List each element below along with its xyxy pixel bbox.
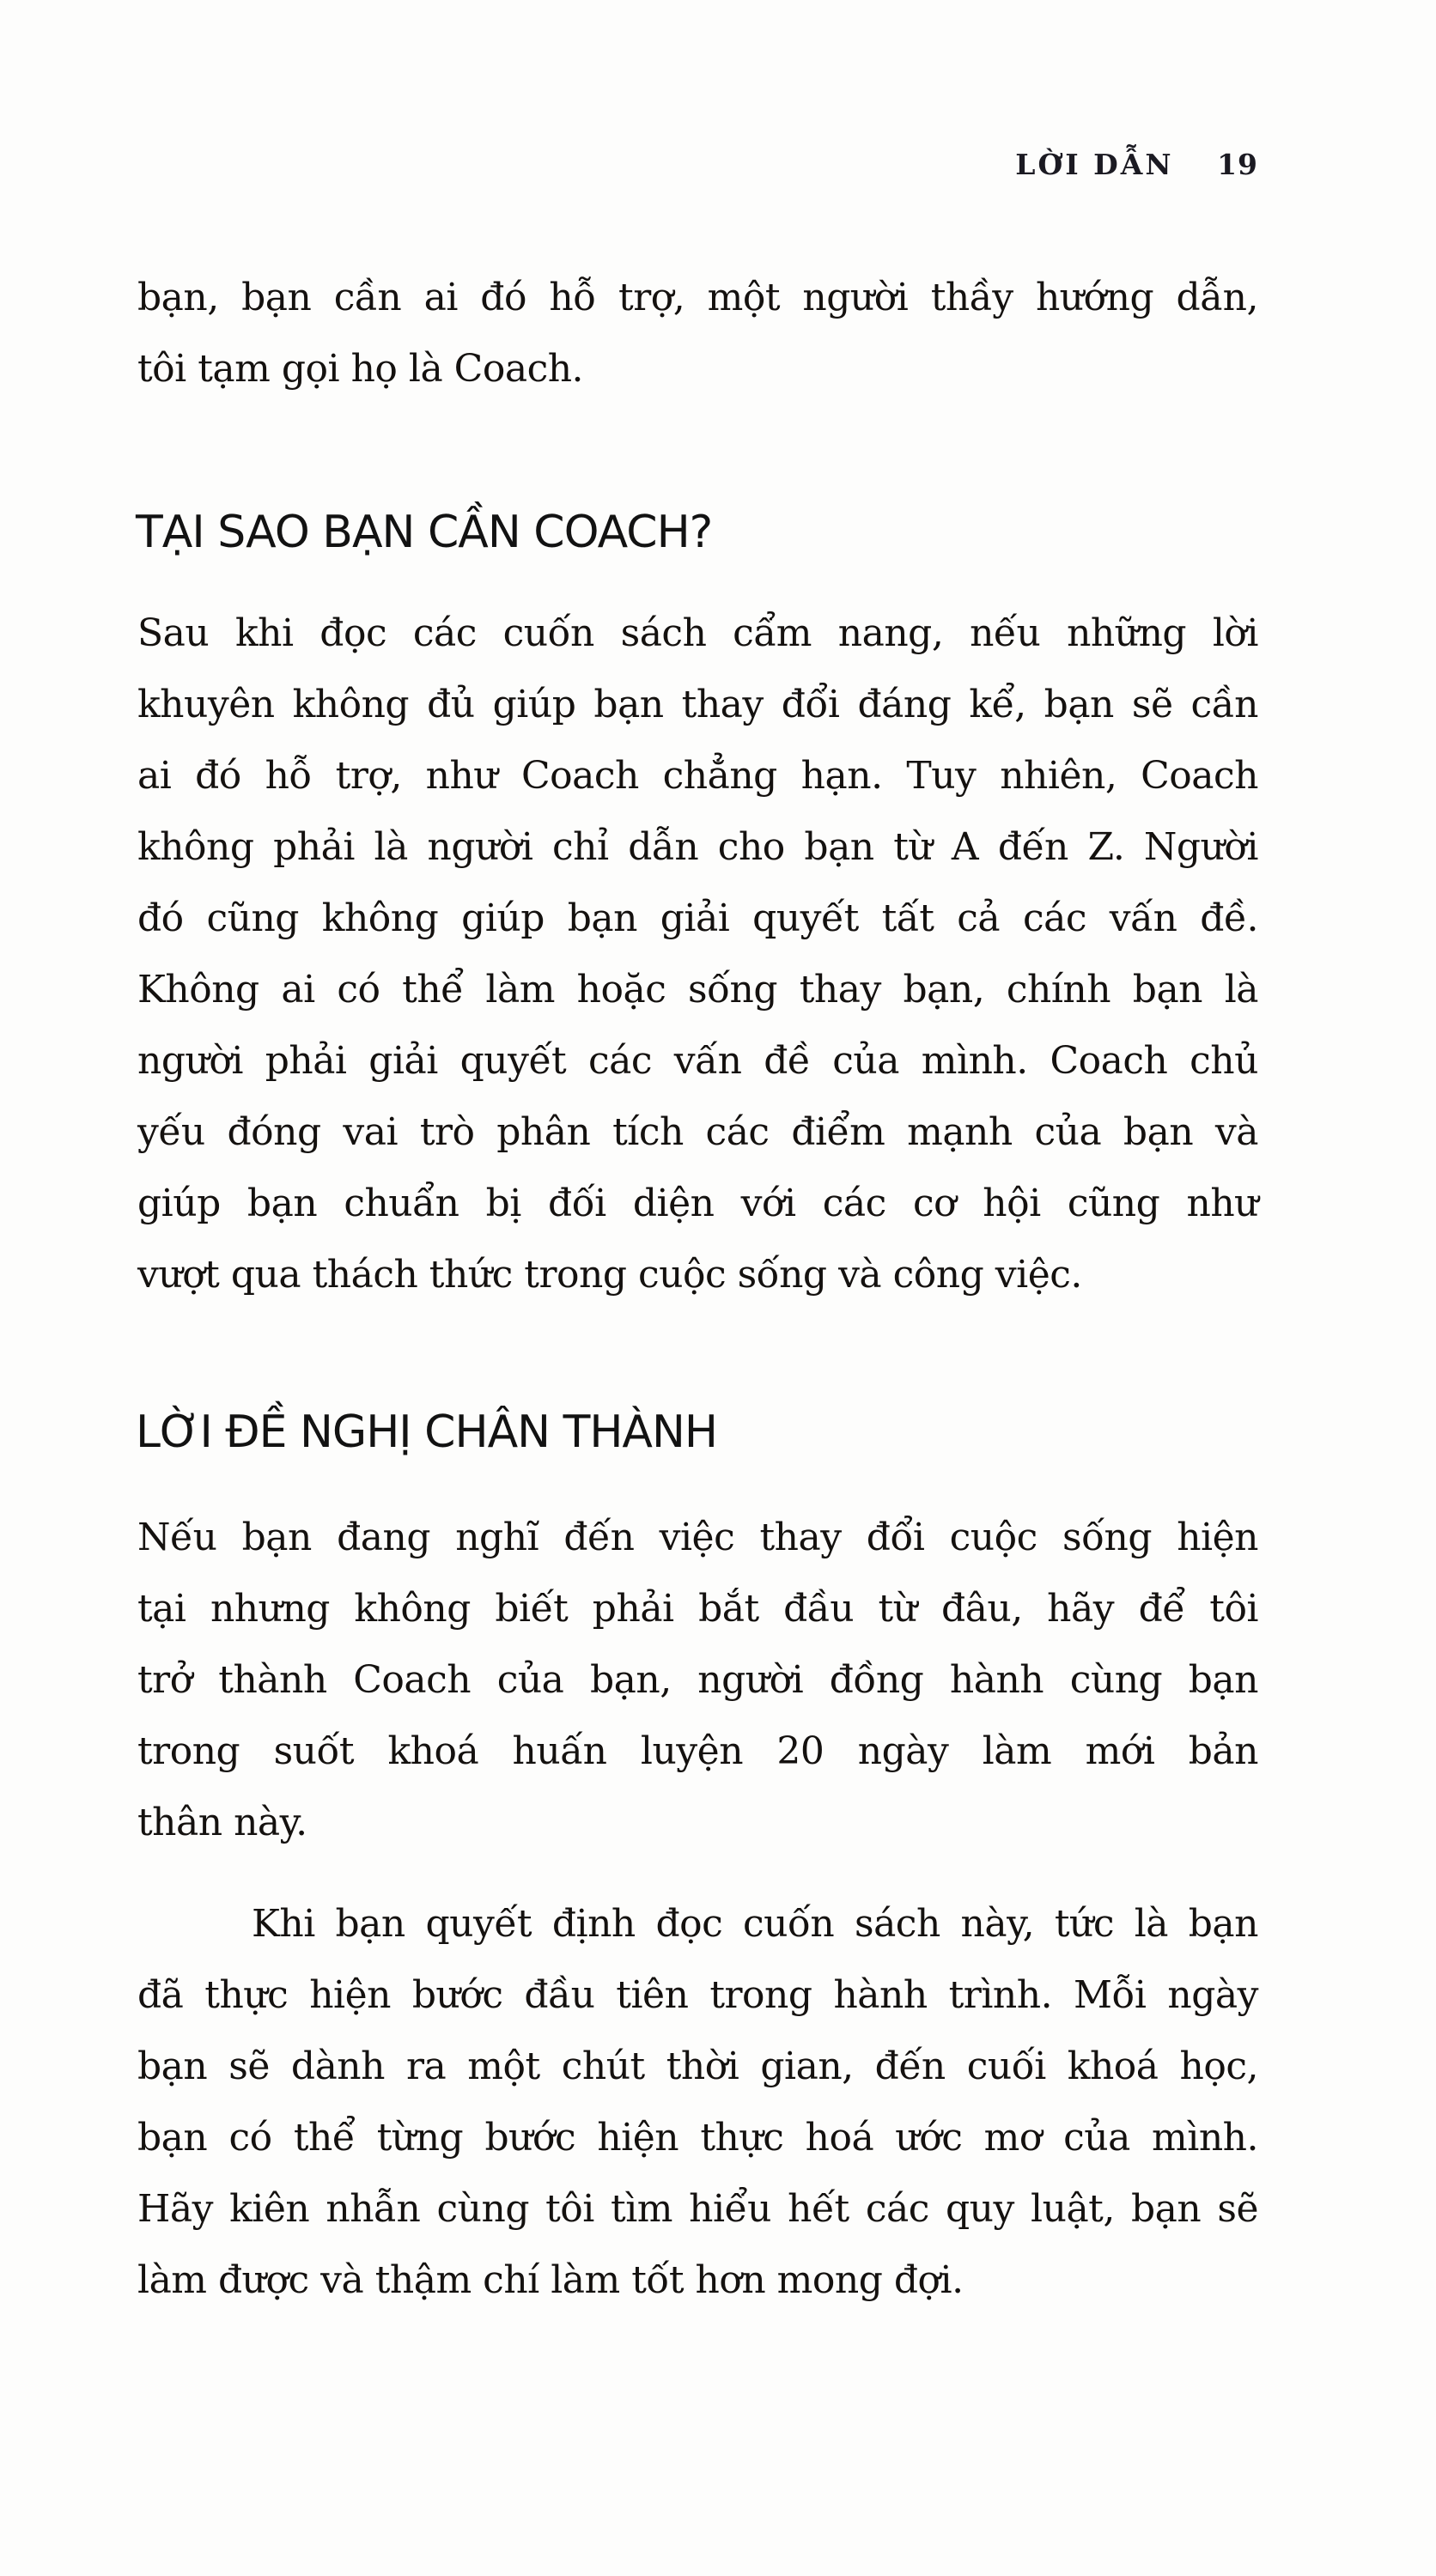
text-line: trở thành Coach của bạn, người đồng hành cùng bạn <box>137 1658 1258 1702</box>
section-heading-why-you-need-coach: TẠI SAO BẠN CẦN COACH? <box>136 507 713 558</box>
text-line: đã thực hiện bước đầu tiên trong hành trình. Mỗi ngày <box>137 1973 1258 2017</box>
text-line: vượt qua thách thức trong cuộc sống và công việc. <box>137 1253 1082 1297</box>
body-paragraph-proposal <box>137 1502 1258 1858</box>
section-heading-sincere-proposal: LỜI ĐỀ NGHỊ CHÂN THÀNH <box>136 1406 718 1458</box>
text-line: làm được và thậm chí làm tốt hơn mong đợi. <box>137 2258 964 2302</box>
body-paragraph-continuation <box>137 262 1258 404</box>
text-line: yếu đóng vai trò phân tích các điểm mạnh của bạn và <box>137 1110 1258 1154</box>
text-line: bạn sẽ dành ra một chút thời gian, đến cuối khoá học, <box>137 2044 1258 2088</box>
text-line: ai đó hỗ trợ, như Coach chẳng hạn. Tuy nhiên, Coach <box>137 754 1258 798</box>
text-line: người phải giải quyết các vấn đề của mình. Coach chủ <box>137 1039 1258 1083</box>
body-paragraph-first-step <box>137 1888 1258 2316</box>
running-header-section-title: LỜI DẪN <box>1015 148 1174 181</box>
text-line: thân này. <box>137 1801 307 1844</box>
text-line: khuyên không đủ giúp bạn thay đổi đáng kể, bạn sẽ cần <box>137 683 1258 726</box>
text-line: giúp bạn chuẩn bị đối diện với các cơ hội cũng như <box>137 1182 1258 1225</box>
text-line: bạn có thể từng bước hiện thực hoá ước mơ của mình. <box>137 2116 1258 2160</box>
text-line: đó cũng không giúp bạn giải quyết tất cả các vấn đề. <box>137 896 1258 940</box>
running-header <box>137 148 1258 181</box>
text-line: Không ai có thể làm hoặc sống thay bạn, chính bạn là <box>137 968 1258 1012</box>
text-line: tôi tạm gọi họ là Coach. <box>137 347 584 391</box>
text-line: Hãy kiên nhẫn cùng tôi tìm hiểu hết các quy luật, bạn sẽ <box>137 2187 1258 2231</box>
page-number: 19 <box>1217 148 1258 181</box>
text-line: trong suốt khoá huấn luyện 20 ngày làm mới bản <box>137 1729 1258 1773</box>
body-paragraph-why-coach <box>137 598 1258 1310</box>
text-line: bạn, bạn cần ai đó hỗ trợ, một người thầy hướng dẫn, <box>137 276 1258 319</box>
text-line: Khi bạn quyết định đọc cuốn sách này, tức là bạn <box>252 1902 1258 1946</box>
text-line: Nếu bạn đang nghĩ đến việc thay đổi cuộc sống hiện <box>137 1516 1258 1559</box>
text-line: tại nhưng không biết phải bắt đầu từ đâu, hãy để tôi <box>137 1587 1258 1631</box>
text-line: không phải là người chỉ dẫn cho bạn từ A đến Z. Người <box>137 825 1258 869</box>
text-line: Sau khi đọc các cuốn sách cẩm nang, nếu những lời <box>137 611 1258 655</box>
